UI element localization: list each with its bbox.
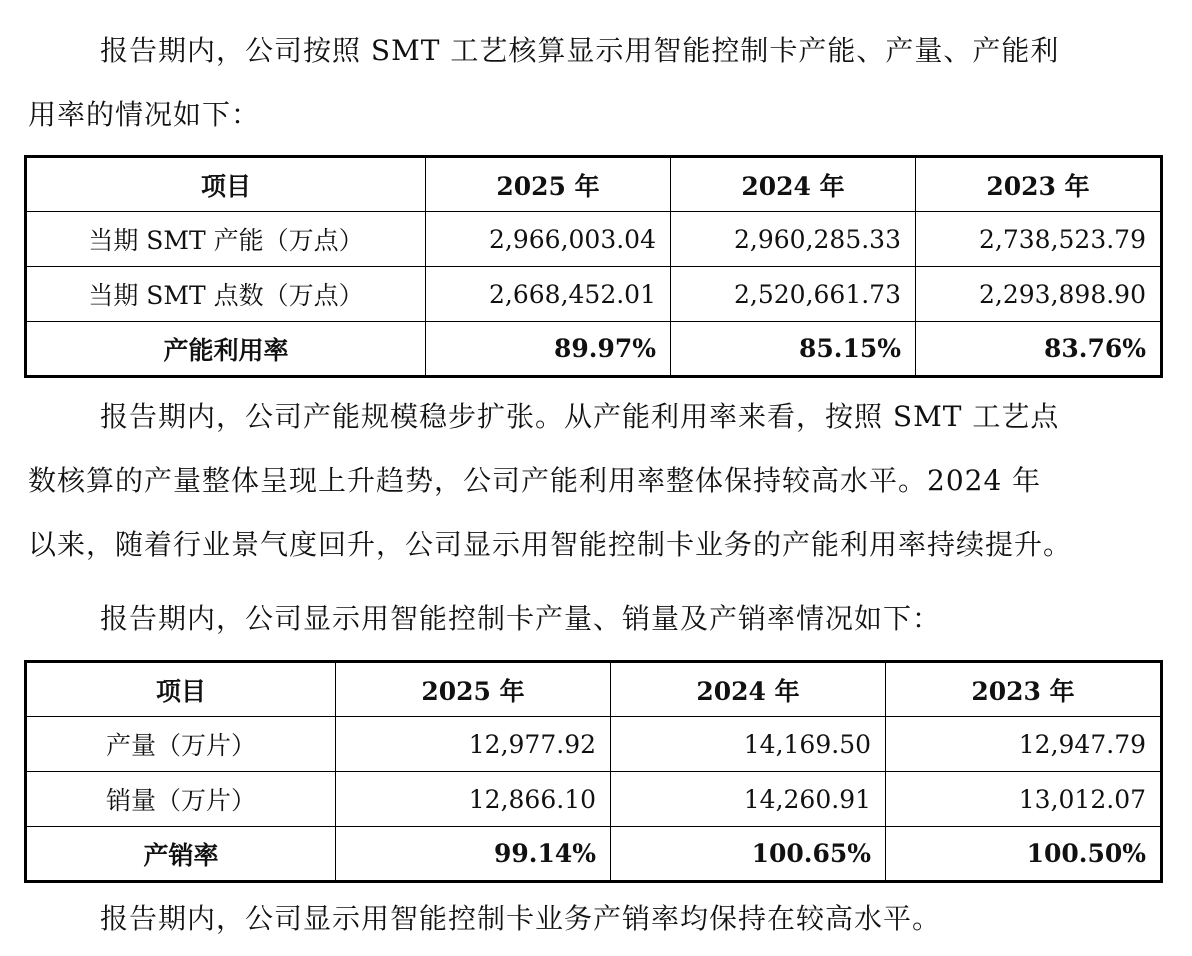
table-row-total	[26, 322, 1162, 377]
capacity-utilization-table	[24, 155, 1163, 378]
table-cell: 12,947.79	[886, 717, 1162, 772]
production-sales-table	[24, 660, 1163, 883]
header-cell: 2025 年	[336, 662, 611, 717]
table-row	[26, 267, 1162, 322]
table-header-row	[26, 157, 1162, 212]
row-label: 产量（万片）	[26, 717, 336, 772]
table-cell: 2,668,452.01	[426, 267, 671, 322]
row-label: 当期 SMT 产能（万点）	[26, 212, 426, 267]
table-cell: 100.65%	[611, 827, 886, 882]
row-label: 销量（万片）	[26, 772, 336, 827]
header-cell: 2025 年	[426, 157, 671, 212]
header-cell: 2023 年	[916, 157, 1162, 212]
row-label: 当期 SMT 点数（万点）	[26, 267, 426, 322]
table-cell: 100.50%	[886, 827, 1162, 882]
table-cell: 13,012.07	[886, 772, 1162, 827]
table-cell: 14,169.50	[611, 717, 886, 772]
analysis-paragraph-line-2: 数核算的产量整体呈现上升趋势，公司产能利用率整体保持较高水平。2024 年	[28, 464, 1042, 497]
analysis-paragraph-line-1: 报告期内，公司产能规模稳步扩张。从产能利用率来看，按照 SMT 工艺点	[100, 400, 1060, 433]
table-row	[26, 772, 1162, 827]
table-cell: 2,960,285.33	[671, 212, 916, 267]
table-cell: 2,738,523.79	[916, 212, 1162, 267]
table-cell: 2,520,661.73	[671, 267, 916, 322]
header-cell: 项目	[26, 157, 426, 212]
intro-paragraph-2: 报告期内，公司显示用智能控制卡产量、销量及产销率情况如下：	[100, 602, 942, 635]
table-cell: 83.76%	[916, 322, 1162, 377]
row-label: 产能利用率	[26, 322, 426, 377]
table-row	[26, 717, 1162, 772]
table-cell: 2,293,898.90	[916, 267, 1162, 322]
table-cell: 89.97%	[426, 322, 671, 377]
row-label: 产销率	[26, 827, 336, 882]
table-cell: 2,966,003.04	[426, 212, 671, 267]
table-row	[26, 212, 1162, 267]
header-cell: 2023 年	[886, 662, 1162, 717]
conclusion-paragraph: 报告期内，公司显示用智能控制卡业务产销率均保持在较高水平。	[100, 902, 942, 935]
header-cell: 项目	[26, 662, 336, 717]
table-header-row	[26, 662, 1162, 717]
table-cell: 14,260.91	[611, 772, 886, 827]
header-cell: 2024 年	[671, 157, 916, 212]
table-cell: 12,977.92	[336, 717, 611, 772]
table-cell: 99.14%	[336, 827, 611, 882]
analysis-paragraph-line-3: 以来，随着行业景气度回升，公司显示用智能控制卡业务的产能利用率持续提升。	[28, 528, 1073, 561]
table-row-total	[26, 827, 1162, 882]
table-cell: 85.15%	[671, 322, 916, 377]
intro-paragraph-1-line-2: 用率的情况如下：	[28, 98, 261, 131]
table-cell: 12,866.10	[336, 772, 611, 827]
header-cell: 2024 年	[611, 662, 886, 717]
intro-paragraph-1-line-1: 报告期内，公司按照 SMT 工艺核算显示用智能控制卡产能、产量、产能利	[100, 34, 1060, 67]
